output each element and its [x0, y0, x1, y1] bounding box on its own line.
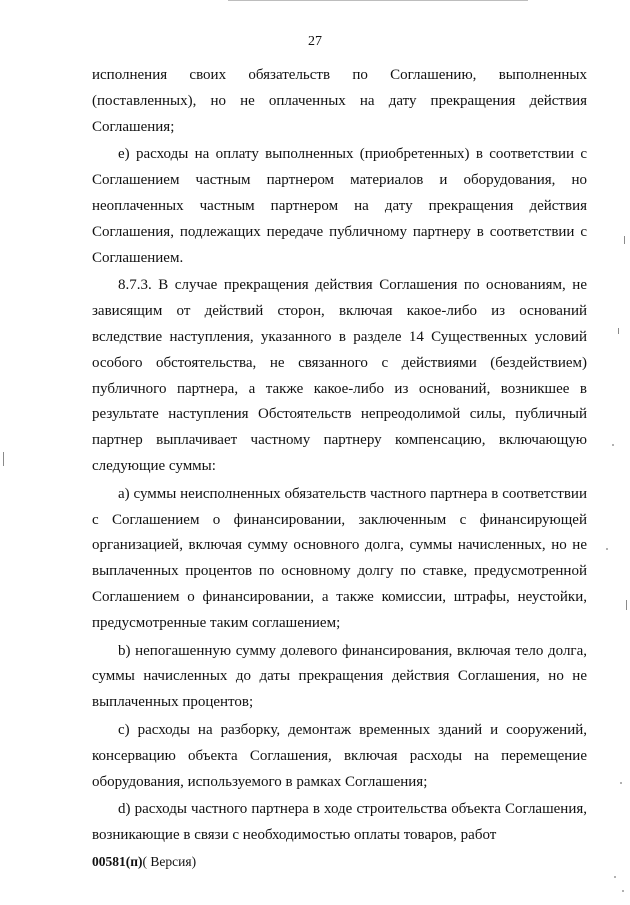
document-version: ( Версия)	[142, 854, 197, 869]
scan-artifact-speck	[612, 444, 614, 446]
paragraph-continuation: исполнения своих обязательств по Соглашению, выполненных (поставленных), но не оплаченных на дату прекращения действия Соглашения;	[92, 67, 587, 135]
document-body	[92, 63, 587, 849]
scan-artifact-right-mark	[626, 600, 627, 610]
scan-artifact-right-mark	[624, 236, 625, 244]
paragraph-item-b: b) непогашенную сумму долевого финансирования, включая тело долга, суммы начисленных до даты прекращения действия Соглашения, но не выплаченных процентов;	[92, 642, 587, 711]
paragraph-item-c: с) расходы на разборку, демонтаж временных зданий и сооружений, консервацию объекта Соглашения, включая расходы на перемещение оборудования, используемого в рамках Соглашения;	[92, 721, 587, 790]
scan-artifact-right-mark	[618, 328, 619, 334]
document-footer	[92, 854, 196, 870]
scan-artifact-left-mark	[3, 452, 4, 466]
scan-artifact-speck	[614, 876, 616, 878]
paragraph-item-d: d) расходы частного партнера в ходе строительства объекта Соглашения, возникающие в связи с необходимостью оплаты товаров, работ	[92, 801, 587, 844]
scan-artifact-top-line	[228, 0, 528, 1]
paragraph-clause-8-7-3: 8.7.3. В случае прекращения действия Соглашения по основаниям, не зависящим от действий сторон, включая какое-либо из оснований вследствие наступления, указанного в разделе 14 Существенных условий особого обстоятельства, не связанного с действиями (бездействием) публичного партнера, а также какое-либо из оснований, возникшее в результате наступления Обстоятельств непреодолимой силы, публичный партнер выплачивает частному партнеру компенсацию, включающую следующие суммы:	[92, 277, 587, 474]
document-code: 00581(п)	[92, 854, 143, 869]
page-number: 27	[308, 34, 322, 49]
scan-artifact-speck	[620, 782, 622, 784]
paragraph-item-a: а) суммы неисполненных обязательств частного партнера в соответствии с Соглашением о финансировании, заключенным с финансирующей организацией, включая сумму основного долга, суммы начисленных, но не выплаченных процентов по основному долгу по ставке, предусмотренной Соглашением о финансировании, а также комиссии, штрафы, неустойки, предусмотренные таким соглашением;	[92, 485, 587, 631]
scan-artifact-speck	[606, 548, 608, 550]
scan-artifact-speck	[622, 890, 624, 892]
paragraph-item-e: е) расходы на оплату выполненных (приобретенных) в соответствии с Соглашением частным партнером материалов и оборудования, но неоплаченных частным партнером на дату прекращения действия Соглашения, подлежащих передаче публичному партнеру в соответствии с Соглашением.	[92, 146, 587, 266]
